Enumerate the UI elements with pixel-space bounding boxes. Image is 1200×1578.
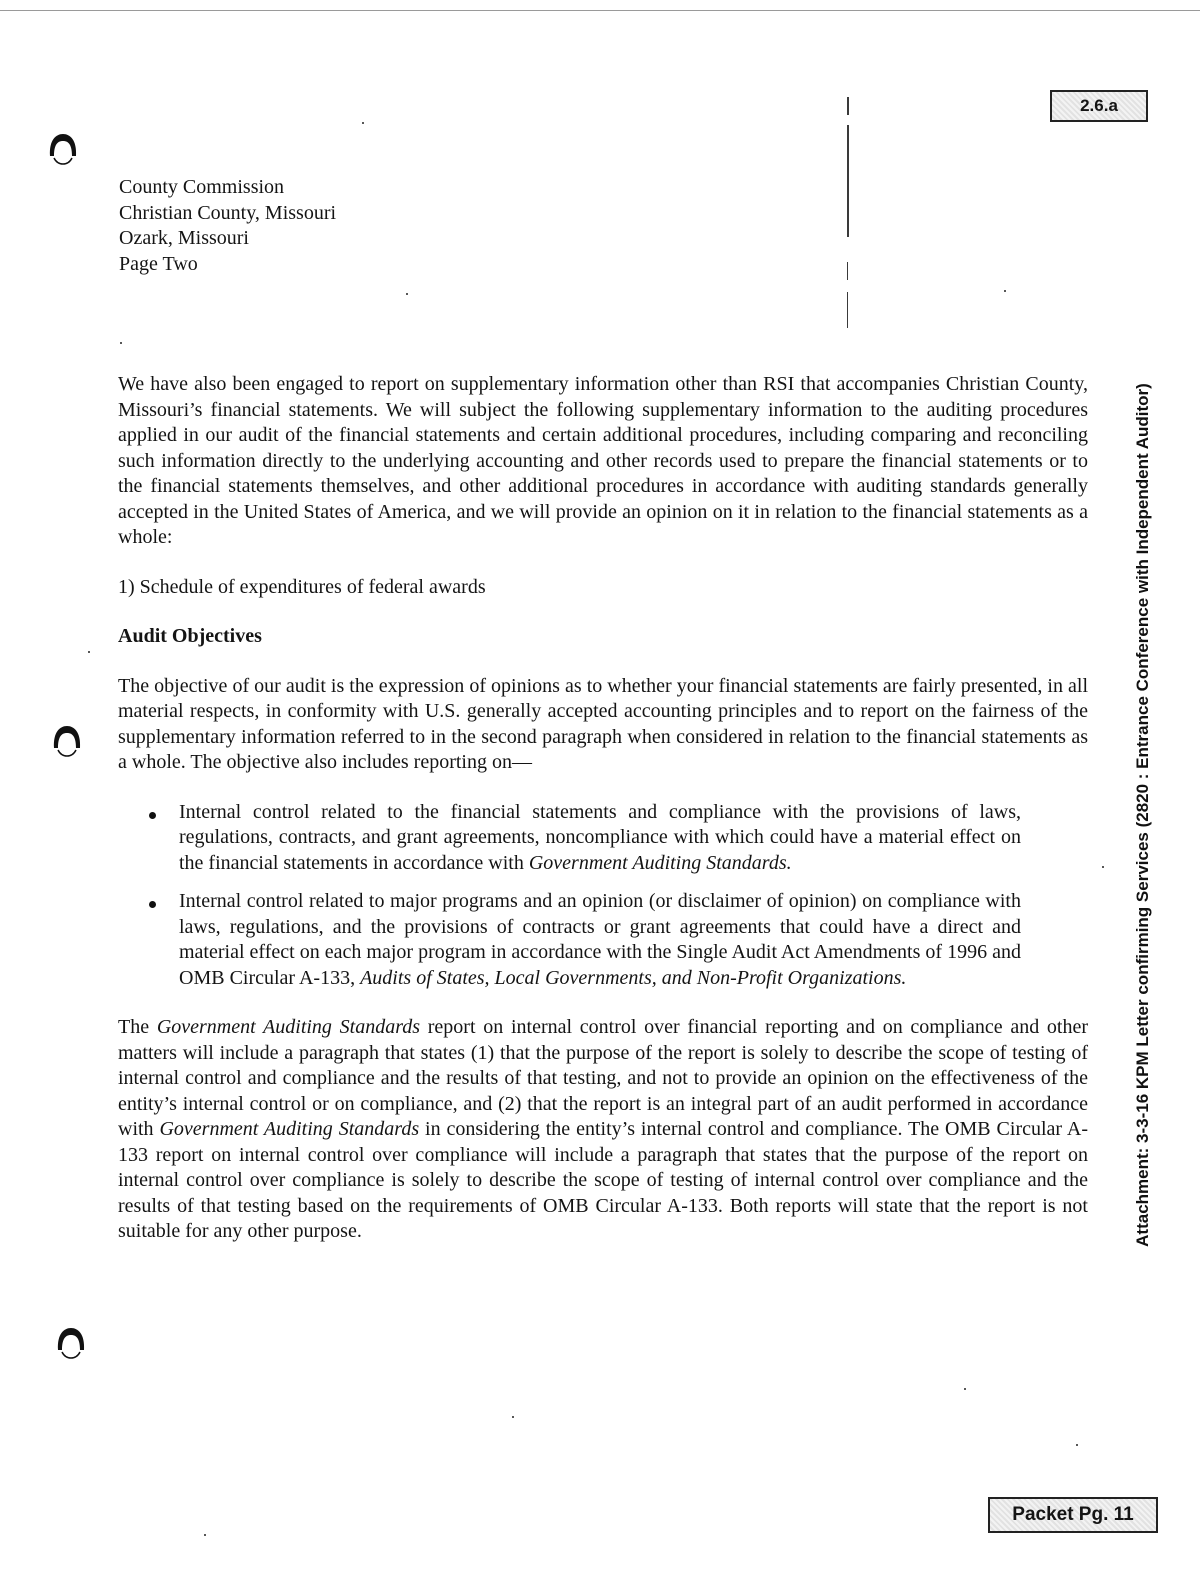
punch-hole-middle bbox=[50, 720, 84, 760]
scan-speck bbox=[204, 1534, 206, 1536]
scan-line bbox=[847, 262, 848, 280]
paragraph-text: in considering the entity’s internal control and compliance. The OMB Circular A-133 report on internal control over compliance will include a paragraph that states that the purpose of the report on internal control over compliance is solely to describe the scope of testing of internal control over compliance and the results of that testing based on the requirements of OMB Circular A-133. Both reports will state that the report is not suitable for any other purpose. bbox=[118, 1118, 1088, 1242]
bullet-italic-text: Audits of States, Local Governments, and Non-Profit Organizations. bbox=[360, 966, 907, 989]
paragraph-text: report on internal control over financial reporting and on compliance and other matters will include a paragraph that states (1) that the purpose of the report is solely to describe the scope of testing of internal control and compliance and the results of that testing, and not to provide an opinion on the effectiveness of the entity’s internal control or on compliance, and (2) that the report is an integral part of an audit performed in accordance with bbox=[118, 1016, 1089, 1140]
scan-speck bbox=[362, 122, 364, 124]
italic-title: Government Auditing Standards bbox=[159, 1118, 420, 1140]
scan-speck bbox=[512, 1416, 514, 1418]
scan-speck bbox=[1102, 866, 1104, 868]
list-item-schedule: 1) Schedule of expenditures of federal awards bbox=[118, 575, 486, 598]
bullet-item bbox=[118, 889, 1021, 991]
scan-line bbox=[847, 97, 849, 115]
scan-speck bbox=[1076, 1444, 1078, 1446]
scan-speck bbox=[1004, 290, 1006, 292]
scan-top-edge bbox=[0, 10, 1200, 11]
attachment-caption: Attachment: 3-3-16 KPM Letter confirming Services (2820 : Entrance Conference with Independent Auditor) bbox=[1133, 383, 1152, 1247]
address-line: Christian County, Missouri bbox=[119, 201, 337, 224]
page-number-line: Page Two bbox=[119, 252, 198, 275]
address-line: County Commission bbox=[119, 176, 285, 198]
section-heading: Audit Objectives bbox=[118, 625, 262, 647]
bullet-icon bbox=[149, 901, 156, 908]
letter-body bbox=[118, 372, 1088, 1245]
scan-speck bbox=[964, 1388, 966, 1390]
packet-page-label: Packet Pg. 11 bbox=[988, 1497, 1158, 1533]
scan-speck bbox=[406, 293, 408, 295]
italic-title: Government Auditing Standards bbox=[156, 1016, 421, 1038]
bullet-text: Internal control related to the financial statements and compliance with the provisions of laws, regulations, contracts, and grant agreements, noncompliance with which could have a material effect on the financial statements in accordance with bbox=[179, 800, 1021, 874]
recipient-address bbox=[119, 175, 336, 277]
punch-hole-bottom bbox=[54, 1322, 88, 1362]
address-line: Ozark, Missouri bbox=[119, 227, 249, 249]
scan-speck bbox=[120, 342, 122, 344]
bullet-text: Internal control related to major programs and an opinion (or disclaimer of opinion) on compliance with laws, regulations, and the provisions of contracts or grant agreements that could have a direct and material effect on each major program in accordance with the Single Audit Act Amendments of 1996 and OMB Circular A-133, bbox=[179, 890, 1021, 989]
paragraph-reports bbox=[118, 1015, 1088, 1245]
objective-bullets bbox=[118, 800, 1088, 992]
bullet-item bbox=[118, 800, 1021, 877]
paragraph-text: The bbox=[118, 1016, 157, 1038]
page-tag: 2.6.a bbox=[1050, 90, 1148, 122]
bullet-icon bbox=[149, 812, 156, 819]
paragraph-objective: The objective of our audit is the expression of opinions as to whether your financial statements are fairly presented, in all material respects, in conformity with U.S. generally accepted accounting principles and to report on the fairness of the supplementary information referred to in the second paragraph when considered in relation to the financial statements as a whole. The objective also includes reporting on— bbox=[118, 674, 1088, 773]
scan-line bbox=[847, 292, 848, 328]
scan-speck bbox=[88, 651, 90, 653]
bullet-italic-text: Government Auditing Standards. bbox=[528, 851, 792, 874]
paragraph-supplementary-info: We have also been engaged to report on supplementary information other than RSI that accompanies Christian County, Missouri’s financial statements. We will subject the following supplementary information to the auditing procedures applied in our audit of the financial statements and certain additional procedures, including comparing and reconciling such information directly to the underlying accounting and other records used to prepare the financial statements or to the financial statements themselves, and other additional procedures in accordance with auditing standards generally accepted in the United States of America, and we will provide an opinion on it in relation to the financial statements as a whole: bbox=[118, 373, 1088, 548]
punch-hole-top bbox=[46, 128, 80, 168]
scan-line bbox=[847, 125, 849, 237]
